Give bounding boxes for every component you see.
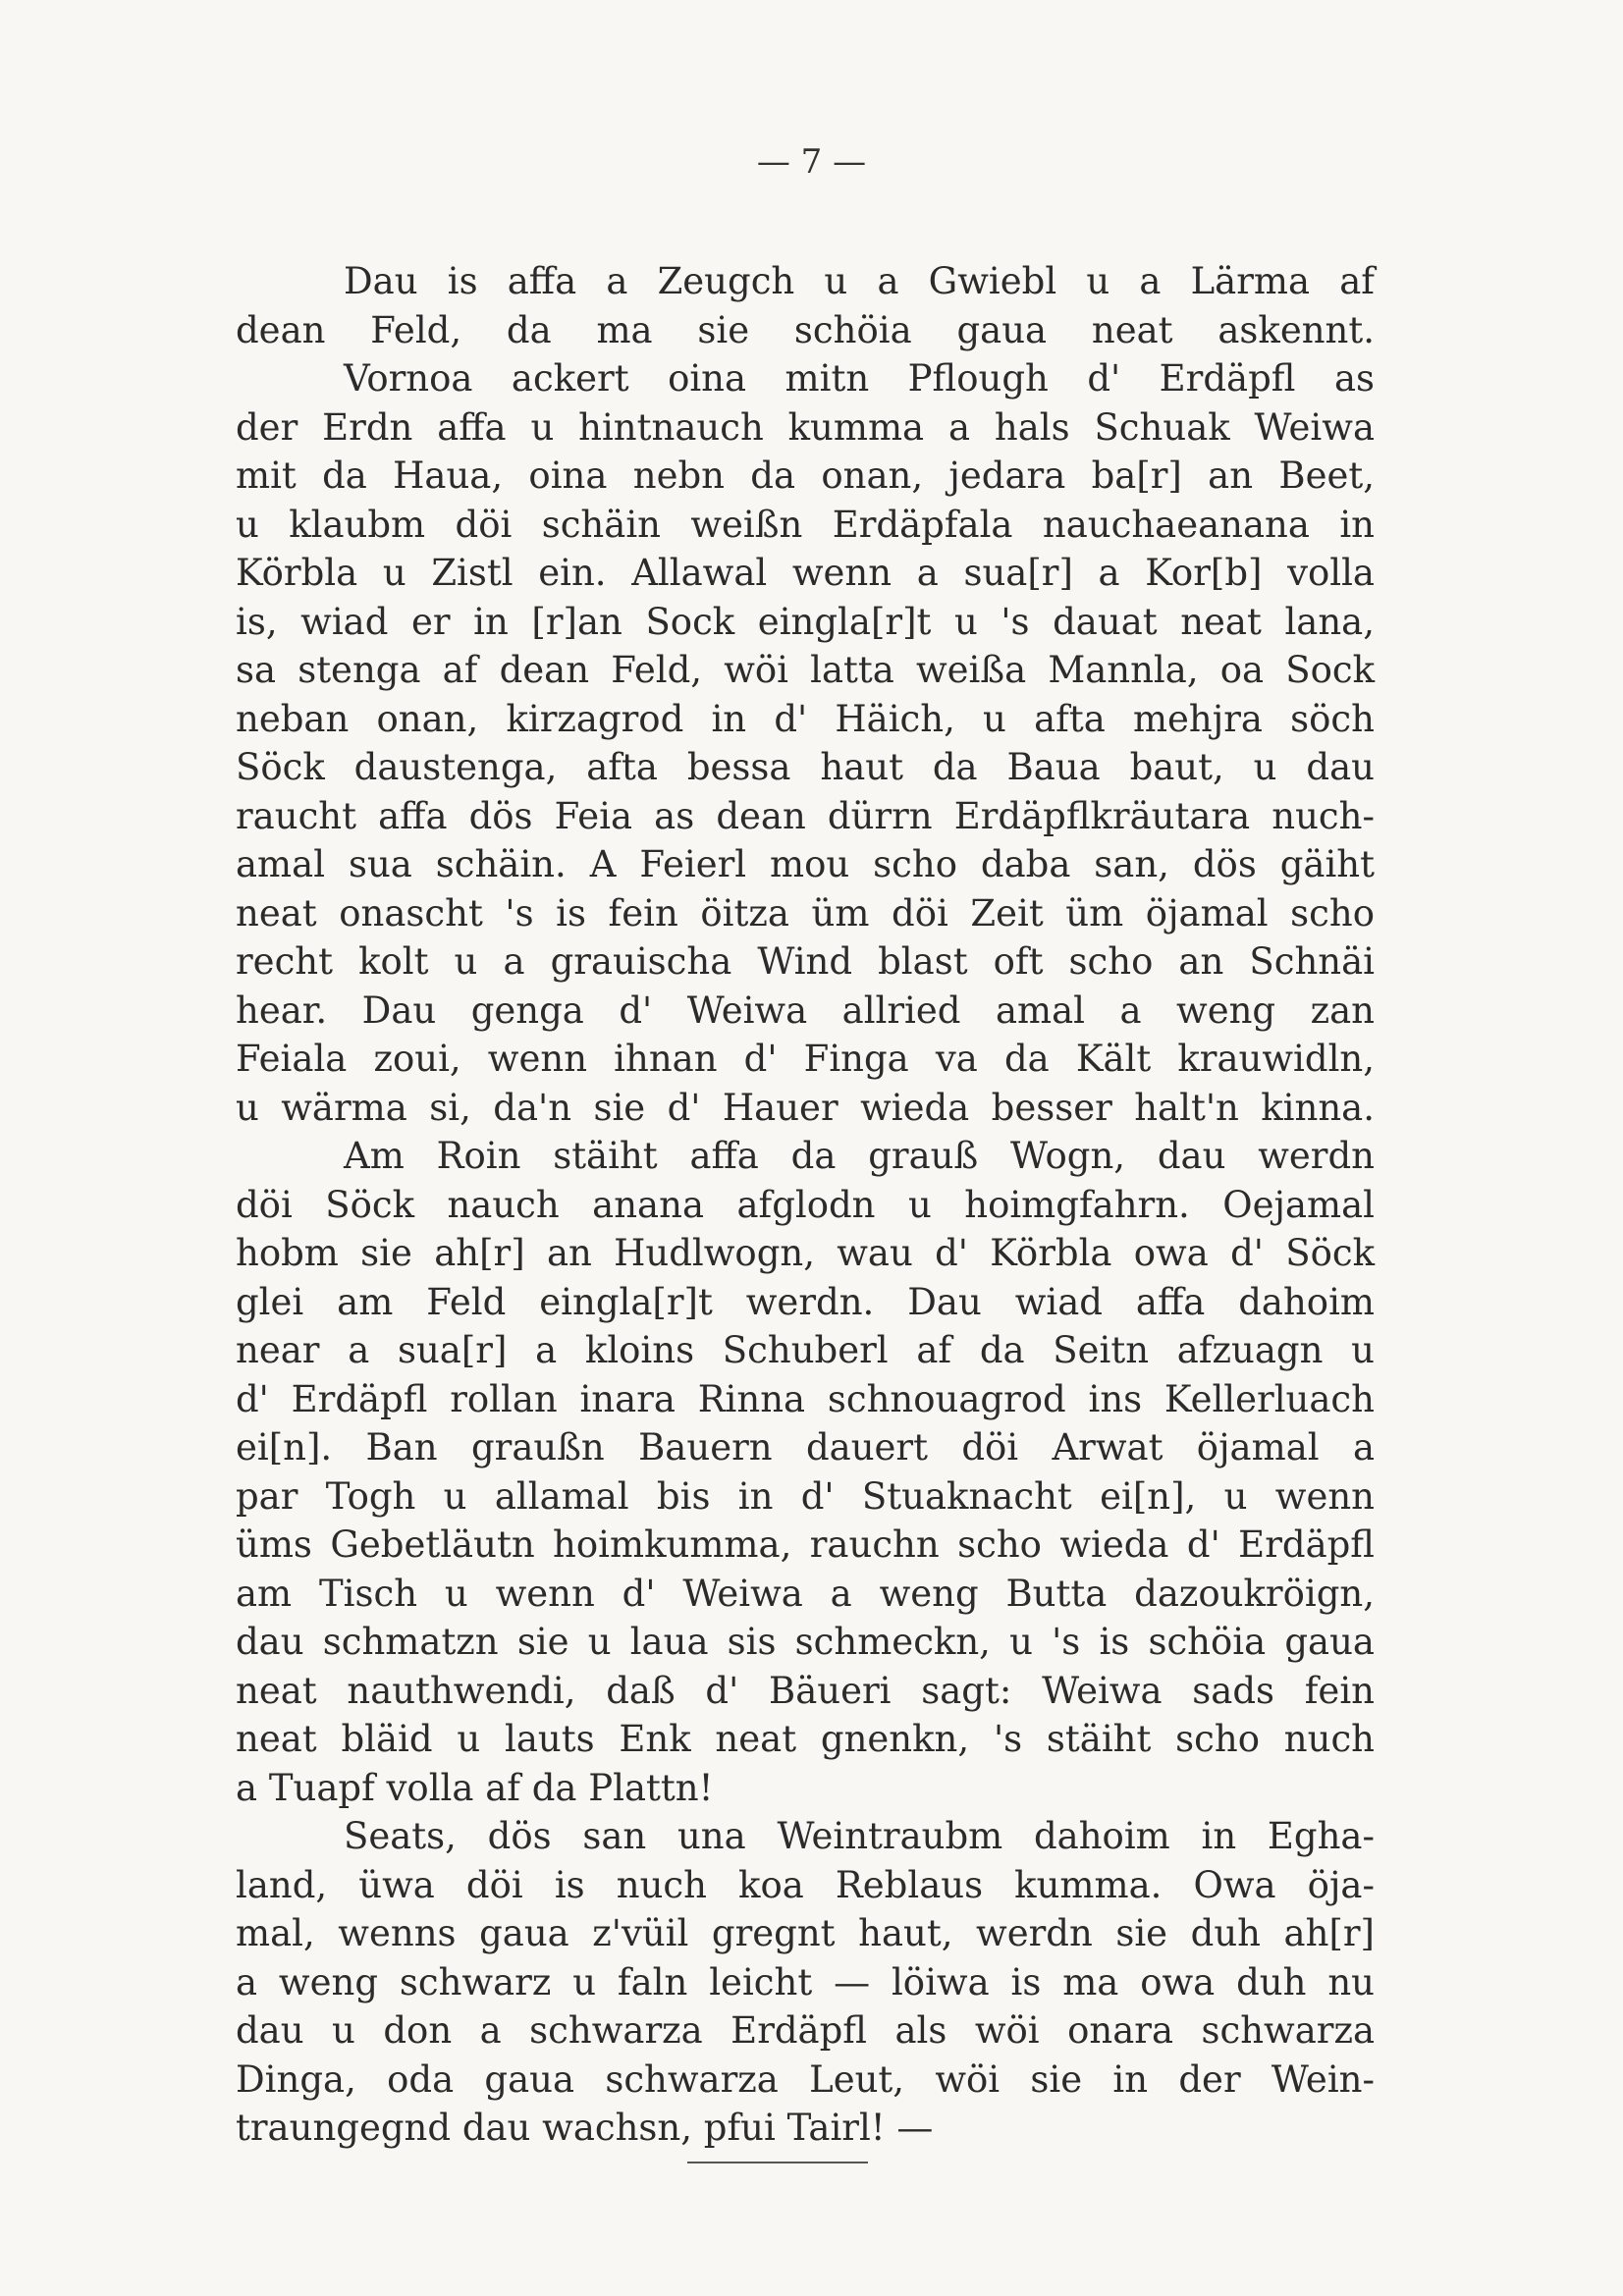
text-line: üms Gebetläutn hoimkumma, rauchn scho wieda d' Erdäpfl [236,1523,1375,1566]
text-line: Seats, dös san una Weintraubm dahoim in Egha- [344,1815,1375,1857]
text-line: neat nauthwendi, daß d' Bäueri sagt: Weiwa sads fein [236,1669,1375,1712]
text-line: u wärma si, da'n sie d' Hauer wieda besser halt'n kinna. [236,1086,1375,1129]
closing-rule [687,2162,868,2163]
text-line: is, wiad er in [r]an Sock eingla[r]t u 's dauat neat lana, [236,600,1375,643]
text-line: neat onascht 's is fein öitza üm döi Zeit üm öjamal scho [236,891,1375,934]
body-text [236,257,1375,2153]
text-line: raucht affa dös Feia as dean dürrn Erdäpflkräutara nuch- [236,794,1375,837]
text-line: mit da Haua, oina nebn da onan, jedara ba[r] an Beet, [236,454,1375,497]
text-line: land, üwa döi is nuch koa Reblaus kumma. Owa öja- [236,1863,1375,1906]
text-line: Am Roin stäiht affa da grauß Wogn, dau werdn [344,1135,1375,1177]
text-line: near a sua[r] a kloins Schuberl af da Seitn afzuagn u [236,1329,1375,1371]
text-line: u klaubm döi schäin weißn Erdäpfala nauchaeanana in [236,503,1375,546]
text-line: a weng schwarz u faln leicht — löiwa is ma owa duh nu [236,1960,1375,2003]
text-line: hear. Dau genga d' Weiwa allried amal a weng zan [236,988,1375,1032]
text-line: dean Feld, da ma sie schöia gaua neat askennt. [236,308,1375,351]
text-line: neat bläid u lauts Enk neat gnenkn, 's stäiht scho nuch [236,1718,1375,1760]
text-line: glei am Feld eingla[r]t werdn. Dau wiad affa dahoim [236,1280,1375,1323]
text-line: döi Söck nauch anana afglodn u hoimgfahrn. Oejamal [236,1183,1375,1226]
text-line: par Togh u allamal bis in d' Stuaknacht ei[n], u wenn [236,1474,1375,1518]
text-line: a Tuapf volla af da Plattn! [236,1766,714,1809]
text-line: mal, wenns gaua z'vüil gregnt haut, werdn sie duh ah[r] [236,1912,1375,1954]
page-number: — 7 — [756,142,867,182]
text-line: traungegnd dau wachsn, pfui Tairl! — [236,2107,934,2149]
text-line: dau schmatzn sie u laua sis schmeckn, u 's is schöia gaua [236,1621,1375,1663]
text-line: neban onan, kirzagrod in d' Häich, u afta mehjra söch [236,697,1375,740]
text-line: Dinga, oda gaua schwarza Leut, wöi sie in der Wein- [236,2057,1375,2101]
text-line: Dau is affa a Zeugch u a Gwiebl u a Lärma af [344,260,1375,302]
text-line: am Tisch u wenn d' Weiwa a weng Butta dazoukröign, [236,1572,1375,1615]
text-line: hobm sie ah[r] an Hudlwogn, wau d' Körbla owa d' Söck [236,1232,1375,1274]
text-line: amal sua schäin. A Feierl mou scho daba san, dös gäiht [236,843,1375,885]
text-line: dau u don a schwarza Erdäpfl als wöi onara schwarza [236,2009,1375,2052]
text-line: Feiala zoui, wenn ihnan d' Finga va da Kält krauwidln, [236,1038,1375,1080]
text-line: der Erdn affa u hintnauch kumma a hals Schuak Weiwa [236,405,1375,449]
text-line: ei[n]. Ban graußn Bauern dauert döi Arwat öjamal a [236,1426,1375,1468]
text-line: Körbla u Zistl ein. Allawal wenn a sua[r] a Kor[b] volla [236,552,1375,594]
text-line: Söck daustenga, afta bessa haut da Baua baut, u dau [236,746,1375,788]
text-line: d' Erdäpfl rollan inara Rinna schnouagrod ins Kellerluach [236,1377,1375,1420]
text-line: recht kolt u a grauischa Wind blast oft scho an Schnäi [236,940,1375,983]
text-line: Vornoa ackert oina mitn Pflough d' Erdäpfl as [344,357,1375,400]
text-line: sa stenga af dean Feld, wöi latta weißa Mannla, oa Sock [236,649,1375,691]
